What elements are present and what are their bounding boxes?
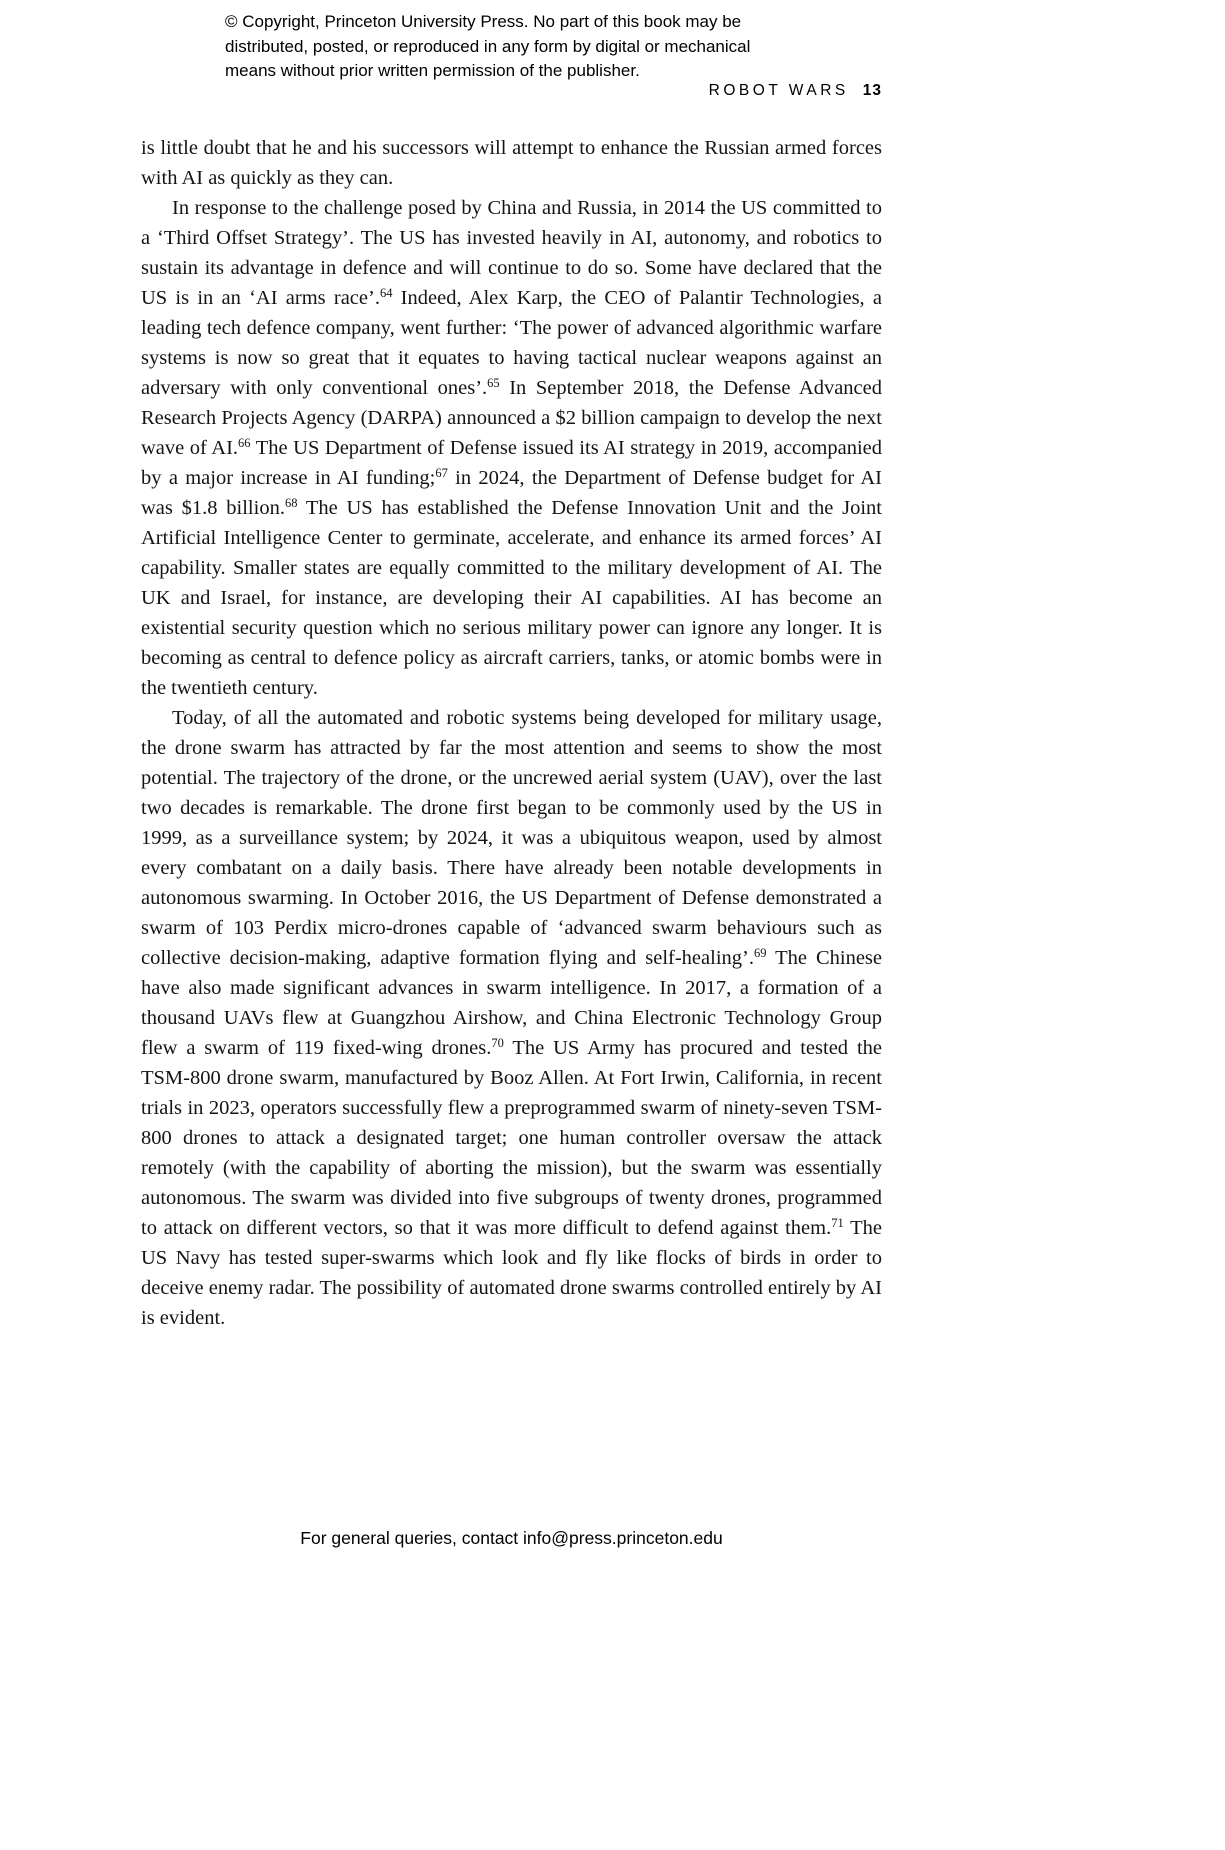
page-number: 13 (862, 82, 882, 99)
footer-query-line (141, 1528, 882, 1549)
footer-text: For general queries, contact (300, 1528, 524, 1548)
copyright-line: distributed, posted, or reproduced in any form by digital or mechanical (225, 36, 751, 56)
contact-email: info@press.princeton.edu (523, 1528, 723, 1548)
copyright-line: © Copyright, Princeton University Press. No part of this book may be (225, 12, 742, 31)
body-text (141, 133, 882, 1333)
footnote-ref: 69 (753, 946, 767, 960)
paragraph: Today, of all the automated and robotic systems being developed for military usage, the drone swarm has attracted by far the most attention and seems to show the most potential. The trajectory of the drone, or the uncrewed aerial system (UAV), over the last two decades is remarkable. The drone first began to be commonly used by the US in 1999, as a surveillance system; by 2024, it was a ubiquitous weapon, used by almost every combatant on a daily basis. There have already been notable developments in autonomous swarming. In October 2016, the US Department of Defense demonstrated a swarm of 103 Perdix micro-drones capable of ‘advanced swarm behaviours such as collective decision-making, adaptive formation flying and self-healing’.$^{69}$ The Chinese have also made significant advances in swarm intelligence. In 2017, a formation of a thousand UAVs flew at Guangzhou Airshow, and China Electronic Technology Group flew a swarm of 119 fixed-wing drones.$^{70}$ The US Army has procured and tested the TSM-800 drone swarm, manufactured by Booz Allen. At Fort Irwin, California, in recent trials in 2023, operators successfully flew a preprogrammed swarm of ninety-seven TSM-800 drones to attack a designated target; one human controller oversaw the attack remotely (with the capability of aborting the mission), but the swarm was essentially autonomous. The swarm was divided into five subgroups of twenty drones, programmed to attack on different vectors, so that it was more difficult to defend against them.$^{71}$ The US Navy has tested super-swarms which look and fly like flocks of birds in order to deceive enemy radar. The possibility of automated drone swarms controlled entirely by AI is evident. (141, 707, 883, 1329)
footnote-ref: 68 (284, 496, 298, 510)
running-header-title: ROBOT WARS (708, 82, 849, 99)
footnote-ref: 66 (238, 436, 251, 450)
footnote-ref: 64 (379, 286, 393, 300)
paragraph: is little doubt that he and his successors will attempt to enhance the Russian armed forces with AI as quickly as they can. (141, 137, 882, 189)
footnote-ref: 65 (487, 376, 500, 390)
footnote-ref: 71 (831, 1216, 844, 1230)
footnote-ref: 67 (435, 466, 448, 480)
running-header (141, 82, 882, 100)
copyright-notice (225, 10, 750, 84)
copyright-line: means without prior written permission of the publisher. (225, 61, 640, 80)
paragraph: In response to the challenge posed by China and Russia, in 2014 the US committed to a ‘Third Offset Strategy’. The US has invested heavily in AI, autonomy, and robotics to sustain its advantage in defence and will continue to do so. Some have declared that the US is in an ‘AI arms race’.$^{64}$ Indeed, Alex Karp, the CEO of Palantir Technologies, a leading tech defence company, went further: ‘The power of advanced algorithmic warfare systems is now so great that it equates to having tactical nuclear weapons against an adversary with only conventional ones’.$^{65}$ In September 2018, the Defense Advanced Research Projects Agency (DARPA) announced a $2 billion campaign to develop the next wave of AI.$^{66}$ The US Department of Defense issued its AI strategy in 2019, accompanied by a major increase in AI funding;$^{67}$ in 2024, the Department of Defense budget for AI was $1.8 billion.$^{68}$ The US has established the Defense Innovation Unit and the Joint Artificial Intelligence Center to germinate, accelerate, and enhance its armed forces’ AI capability. Smaller states are equally committed to the military development of AI. The UK and Israel, for instance, are developing their AI capabilities. AI has become an existential security question which no serious military power can ignore any longer. It is becoming as central to defence policy as aircraft carriers, tanks, or atomic bombs were in the twentieth century. (141, 197, 882, 699)
footnote-ref: 70 (491, 1036, 504, 1050)
